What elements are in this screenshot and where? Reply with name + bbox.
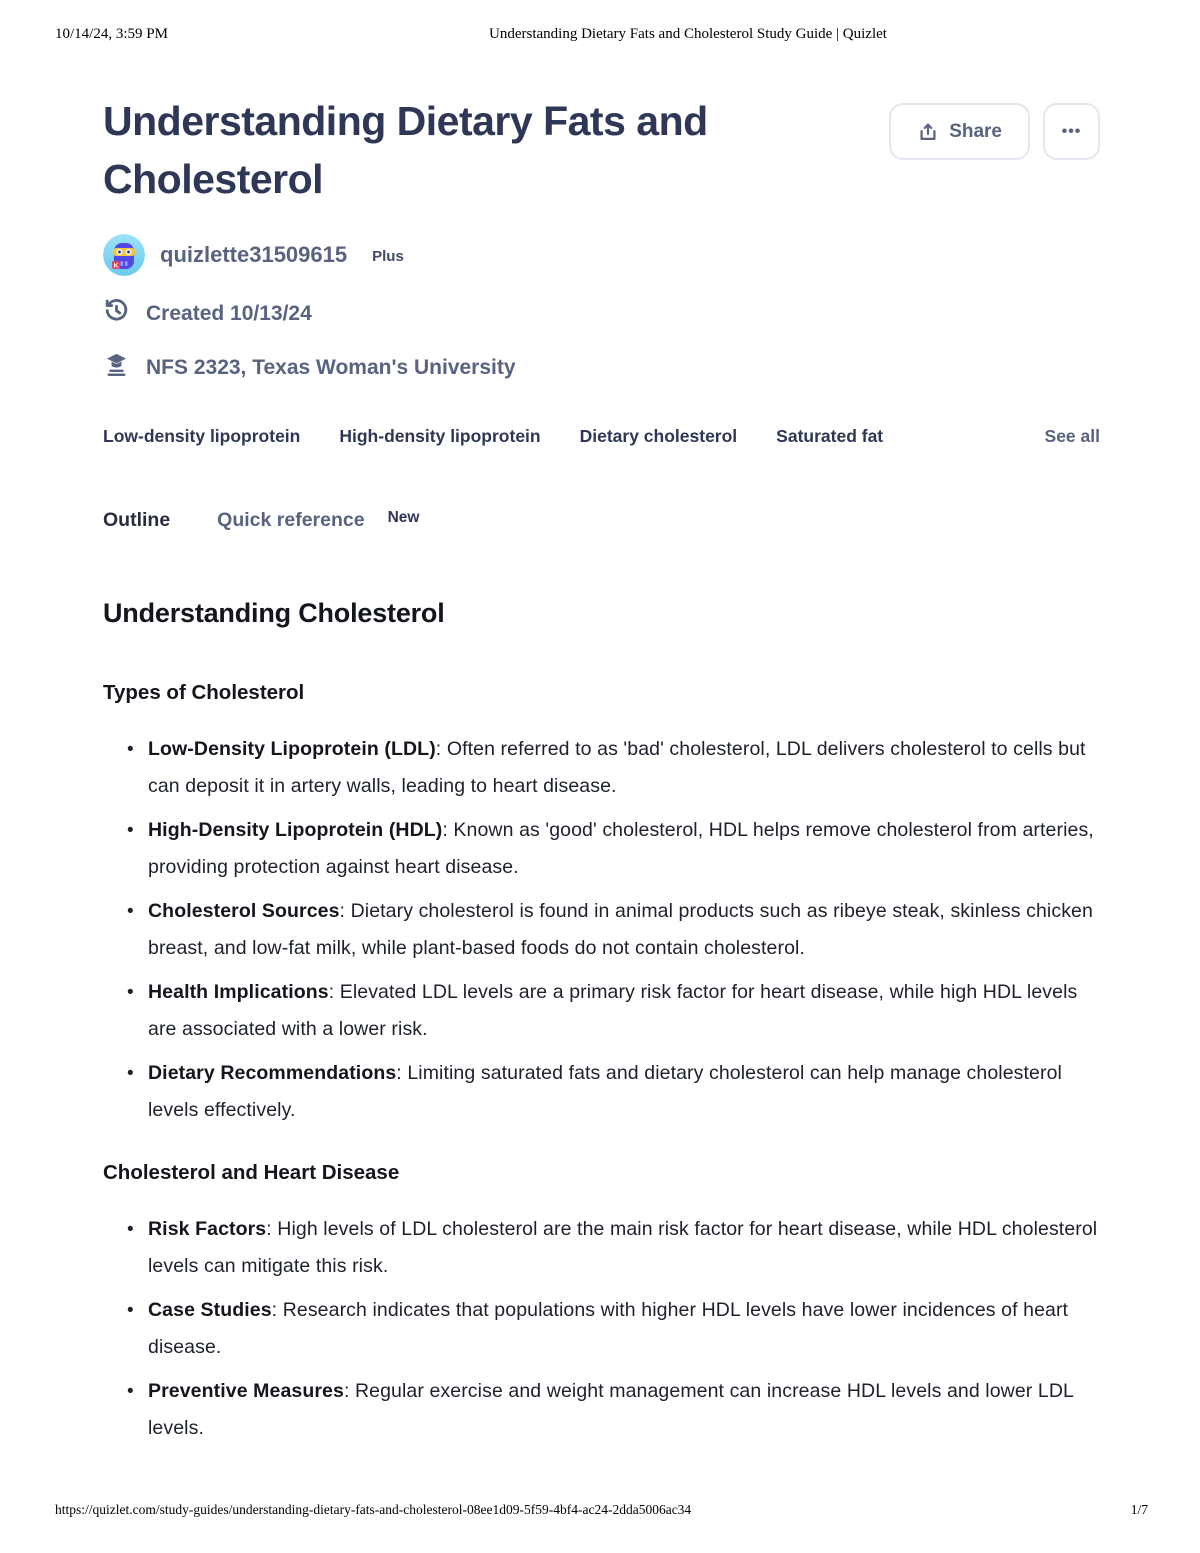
- svg-text:K: K: [113, 262, 119, 270]
- print-doc-title: Understanding Dietary Fats and Cholesterol Study Guide | Quizlet: [489, 26, 887, 42]
- tag-dietary-cholesterol[interactable]: Dietary cholesterol: [579, 426, 738, 447]
- bullet-text: : Elevated LDL levels are a primary risk factor for heart disease, while high HDL levels are associated with a lower risk.: [148, 981, 1078, 1041]
- more-options-button[interactable]: [1043, 103, 1100, 160]
- bullet-text: : Known as 'good' cholesterol, HDL helps remove cholesterol from arteries, providing protection against heart disease.: [148, 819, 1094, 879]
- list-item: [103, 1055, 1100, 1129]
- bullet-term: Risk Factors: [148, 1218, 267, 1241]
- created-row: [103, 297, 1100, 330]
- bullet-list-heart-disease: [103, 1211, 1100, 1447]
- bullet-term: Health Implications: [148, 981, 329, 1004]
- bullet-list-types: [103, 731, 1100, 1129]
- school-icon: [103, 351, 130, 384]
- bullet-term: Case Studies: [148, 1299, 272, 1322]
- tab-quick-reference[interactable]: Quick reference: [217, 509, 365, 532]
- print-page-number: 1/7: [1130, 1502, 1148, 1517]
- share-icon: [917, 121, 939, 143]
- course-label: NFS 2323, Texas Woman's University: [146, 355, 516, 379]
- bullet-text: : High levels of LDL cholesterol are the main risk factor for heart disease, while HDL cholesterol levels can mitigate this risk.: [148, 1218, 1098, 1278]
- bullet-text: : Dietary cholesterol is found in animal products such as ribeye steak, skinless chicken breast, and low-fat milk, while plant-based foods do not contain cholesterol.: [148, 900, 1093, 960]
- username[interactable]: quizlette31509615: [160, 242, 348, 268]
- bullet-icon: •: [127, 1381, 134, 1403]
- bullet-icon: •: [127, 1063, 134, 1085]
- tag-low-density-lipoprotein[interactable]: Low-density lipoprotein: [103, 426, 301, 447]
- header-actions: [889, 103, 1100, 160]
- list-item: [103, 974, 1100, 1048]
- study-guide-page: [103, 92, 1100, 1477]
- bullet-text: : Research indicates that populations with higher HDL levels have lower incidences of heart disease.: [148, 1299, 1069, 1359]
- tag-saturated-fat[interactable]: Saturated fat: [776, 426, 884, 447]
- bullet-icon: •: [127, 739, 134, 761]
- bullet-term: Cholesterol Sources: [148, 900, 340, 923]
- list-item: [103, 893, 1100, 967]
- subsection-heading-heart-disease: Cholesterol and Heart Disease: [103, 1161, 400, 1185]
- print-footer: [55, 1502, 1148, 1518]
- bullet-term: Low-Density Lipoprotein (LDL): [148, 738, 436, 761]
- new-badge: New: [387, 508, 420, 526]
- bullet-text: : Regular exercise and weight management can increase HDL levels and lower LDL levels.: [148, 1380, 1074, 1440]
- bullet-icon: •: [127, 982, 134, 1004]
- course-row: [103, 351, 1100, 384]
- avatar[interactable]: [103, 234, 145, 276]
- list-item: [103, 812, 1100, 886]
- more-options-icon: •••: [1061, 122, 1082, 140]
- bullet-icon: •: [127, 820, 134, 842]
- tag-high-density-lipoprotein[interactable]: High-density lipoprotein: [339, 426, 541, 447]
- print-url: https://quizlet.com/study-guides/understanding-dietary-fats-and-cholesterol-08ee1d09-5f59-4bf4-ac24-2dda5006ac34: [55, 1502, 692, 1517]
- list-item: [103, 1211, 1100, 1285]
- bullet-term: Preventive Measures: [148, 1380, 344, 1403]
- bullet-term: Dietary Recommendations: [148, 1062, 397, 1085]
- bullet-icon: •: [127, 1219, 134, 1241]
- list-item: [103, 731, 1100, 805]
- subsection-heading-types: Types of Cholesterol: [103, 681, 305, 705]
- bullet-text: : Often referred to as 'bad' cholesterol, LDL delivers cholesterol to cells but can deposit it in artery walls, leading to heart disease.: [148, 738, 1086, 798]
- bullet-text: : Limiting saturated fats and dietary cholesterol can help manage cholesterol levels effectively.: [148, 1062, 1062, 1122]
- history-icon: [103, 297, 130, 330]
- bullet-icon: •: [127, 901, 134, 923]
- see-all-link[interactable]: See all: [1044, 426, 1100, 447]
- section-title: Understanding Cholesterol: [103, 598, 445, 629]
- list-item: [103, 1292, 1100, 1366]
- share-button-label: Share: [949, 120, 1002, 142]
- share-button[interactable]: [889, 103, 1030, 160]
- print-datetime: 10/14/24, 3:59 PM: [55, 26, 168, 42]
- author-row: [103, 234, 1100, 276]
- page-title: Understanding Dietary Fats and Cholesterol: [103, 98, 708, 203]
- tabs: [103, 509, 1100, 532]
- print-header: [55, 26, 1148, 43]
- bullet-term: High-Density Lipoprotein (HDL): [148, 819, 443, 842]
- tab-outline[interactable]: Outline: [103, 509, 171, 532]
- tags-row: [103, 426, 1100, 447]
- plus-badge: Plus: [372, 247, 404, 265]
- bullet-icon: •: [127, 1300, 134, 1322]
- list-item: [103, 1373, 1100, 1447]
- created-label: Created 10/13/24: [146, 301, 312, 325]
